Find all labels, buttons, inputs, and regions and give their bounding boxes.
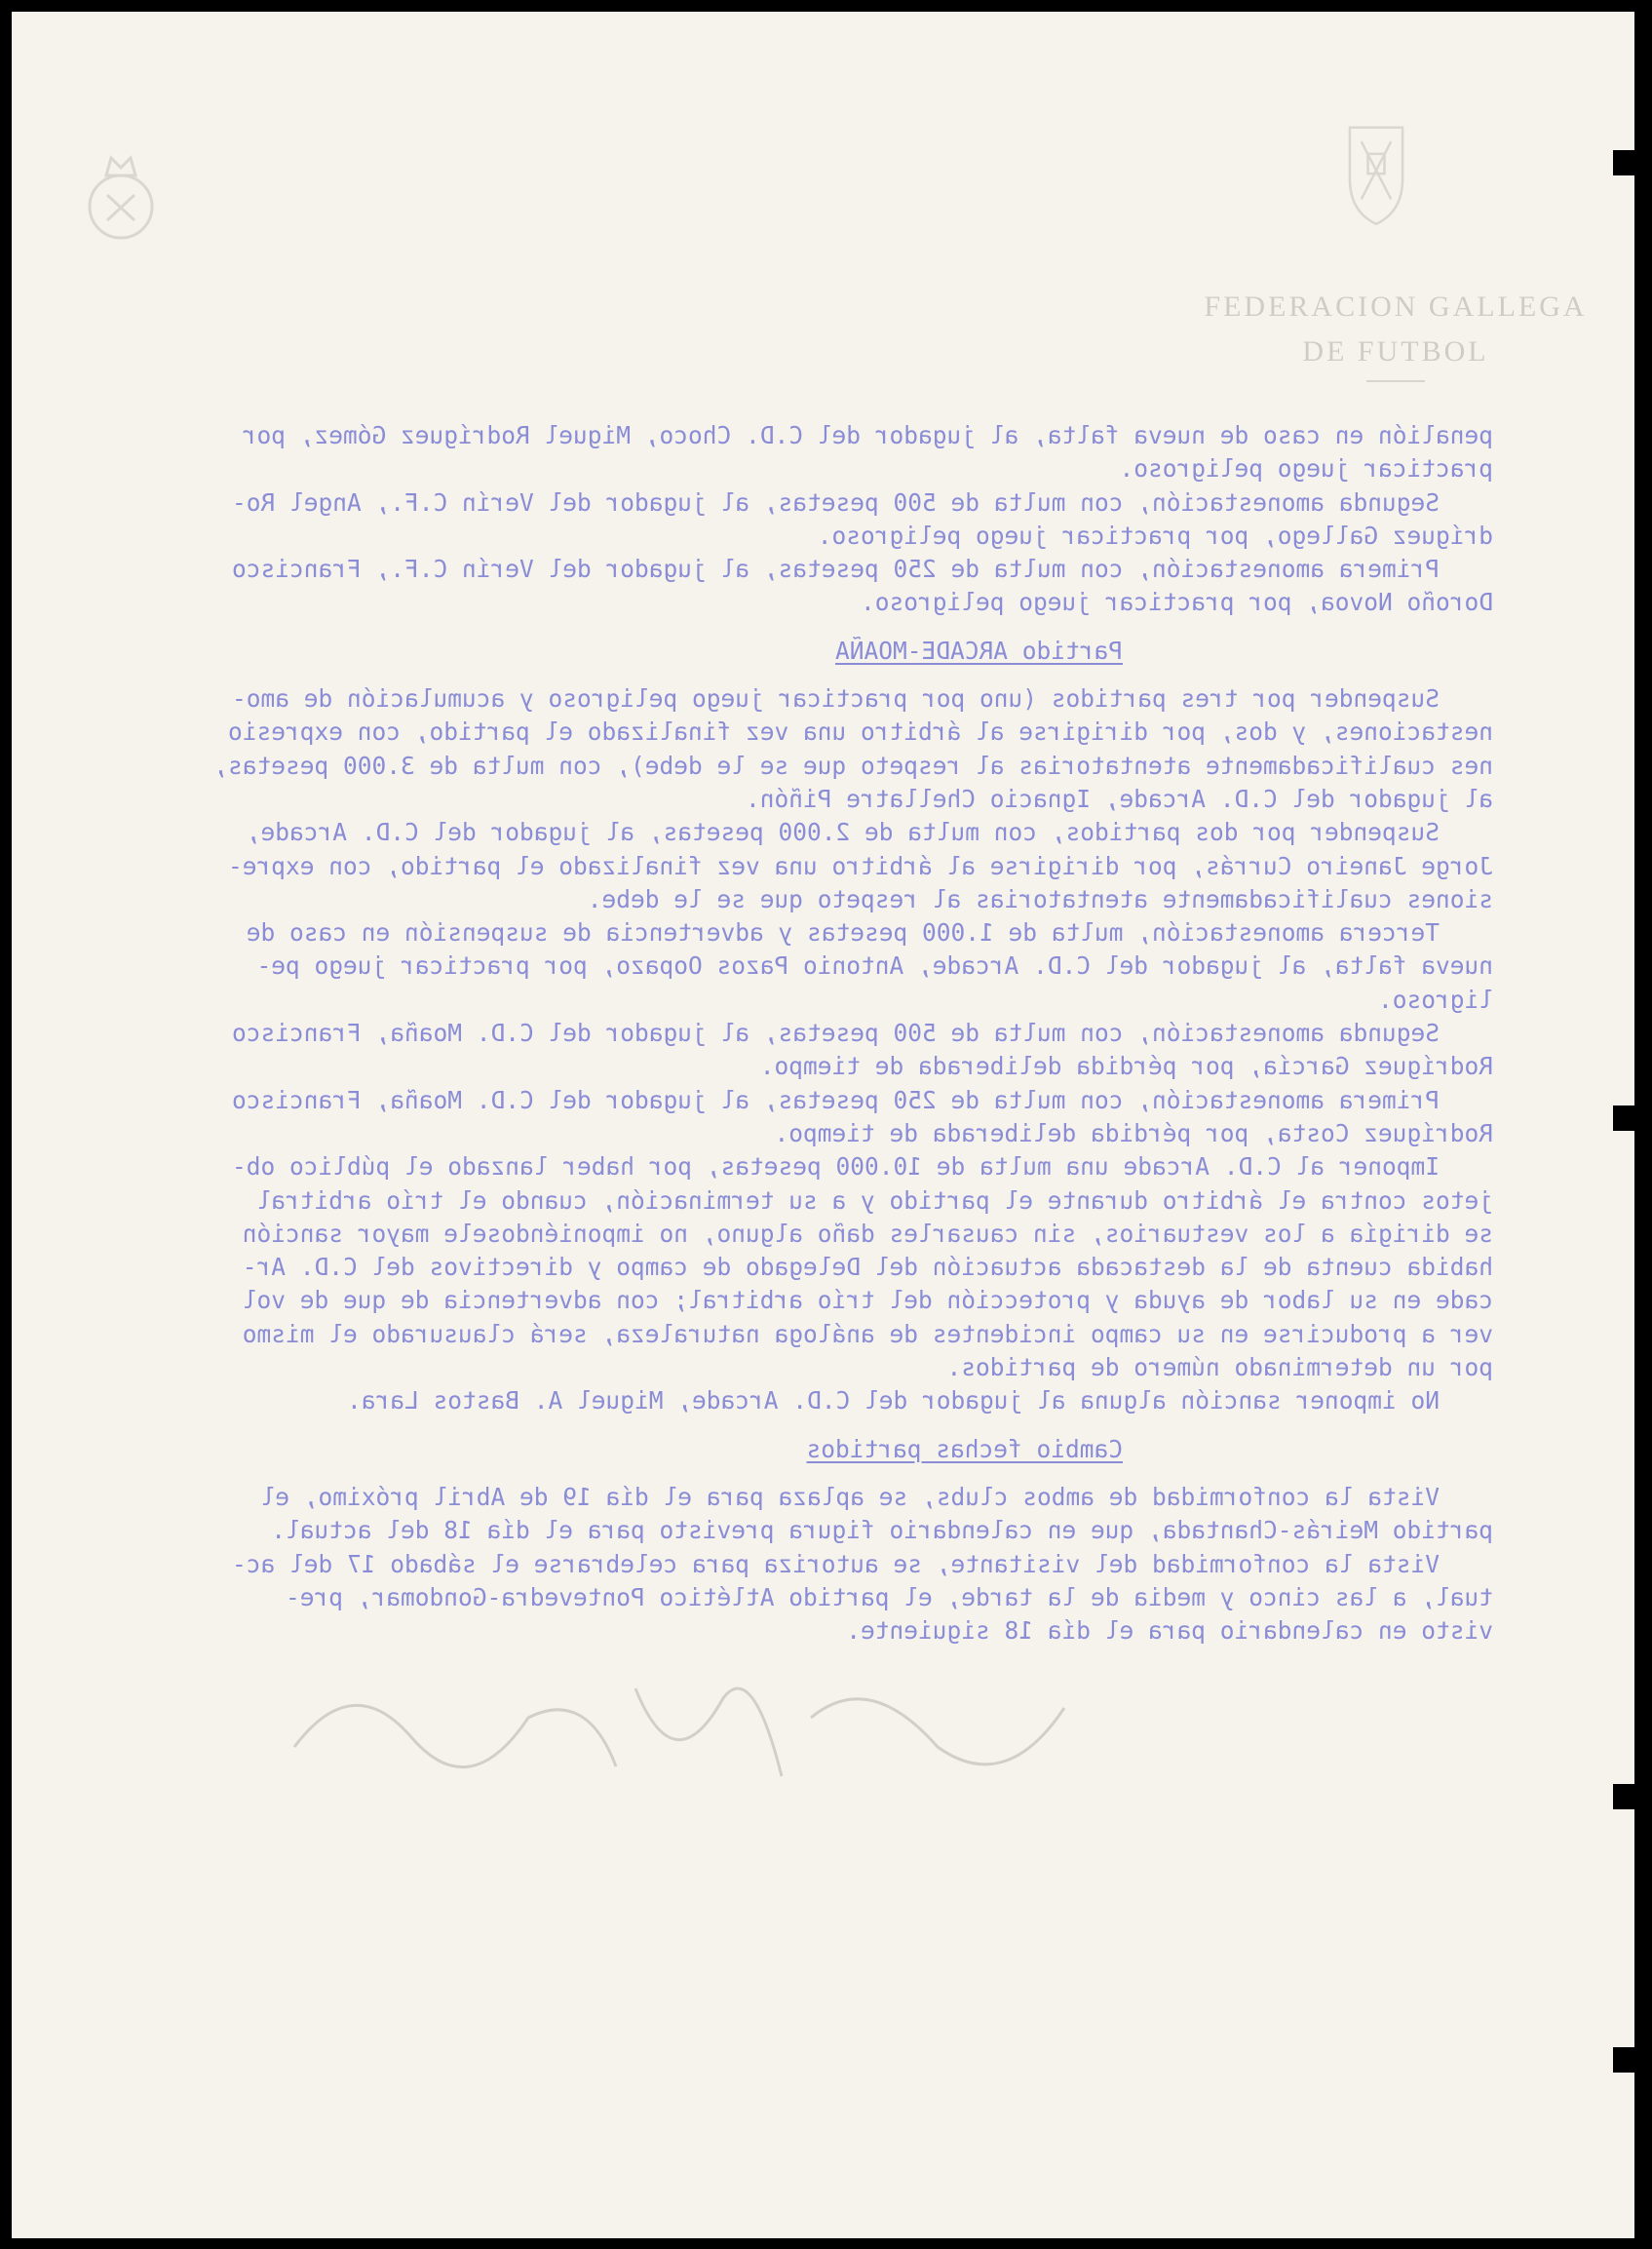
- text-line: penalión en caso de nueva falta, al jugador del C.D. Choco, Miguel Rodríguez Gómez, por: [242, 421, 1493, 449]
- text-line: al jugador del C.D. Arcade, Ignacio Chellatre Piñón.: [745, 784, 1493, 813]
- text-line: [90, 1466, 1493, 1481]
- letterhead-line-1: FEDERACION GALLEGA: [1204, 291, 1588, 323]
- edge-mark: [1613, 1105, 1634, 1131]
- crest-left-icon: [82, 146, 160, 253]
- text-line: Doroño Novoa, por practicar juego peligroso.: [860, 588, 1493, 617]
- text-line: Vista la conformidad del visitante, se autoriza para celebrarse el sábado 17 del ac-: [231, 1549, 1440, 1578]
- text-line: Rodríguez García, por pérdida deliberada de tiempo.: [759, 1052, 1493, 1081]
- text-line: Rodríguez Costa, por pérdida deliberada de tiempo.: [774, 1118, 1493, 1147]
- text-line: partido Meirás-Chantada, que en calendario figura previsto para el día 18 del actual.: [271, 1516, 1493, 1545]
- text-line: ligroso.: [1377, 985, 1493, 1014]
- letterhead: [1191, 285, 1600, 382]
- edge-mark: [1613, 150, 1634, 175]
- text-line: No imponer sanción alguna al jugador del C.D. Arcade, Miguel A. Bastos Lara.: [346, 1386, 1440, 1415]
- text-line: Vista la conformidad de ambos clubs, se aplaza para el día 19 de Abril próximo, el: [260, 1482, 1440, 1511]
- text-line: ver a producirse en su campo incidentes de análoga naturaleza, será clausurado el mismo: [242, 1319, 1493, 1348]
- mirrored-text-block: [90, 419, 1493, 1648]
- text-line: [90, 1418, 1493, 1433]
- text-line: Suspender por dos partidos, con multa de 2.000 pesetas, al jugador del C.D. Arcade,: [246, 818, 1440, 847]
- text-line: Segunda amonestación, con multa de 500 pesetas, al jugador del C.D. Moaña, Francisco: [231, 1019, 1440, 1048]
- text-line: dríguez Gallego, por practicar juego peligroso.: [817, 521, 1493, 550]
- document-page: [12, 12, 1634, 2238]
- section-heading: Partido ARCADE-MOAÑA: [834, 636, 1123, 665]
- text-line: [90, 668, 1493, 682]
- text-line: Primera amonestación, con multa de 250 pesetas, al jugador del C.D. Moaña, Francisco: [231, 1085, 1440, 1114]
- federation-shield-icon: [1337, 121, 1415, 228]
- text-line: Jorge Janeiro Currás, por dirigirse al árbitro una vez finalizado el partido, con expre-: [227, 851, 1493, 880]
- section-heading: Cambio fechas partidos: [806, 1434, 1123, 1463]
- text-line: Segunda amonestación, con multa de 500 pesetas, al jugador del Verín C.F., Angel Ro-: [231, 487, 1440, 517]
- text-line: se dirigía a los vestuarios, sin causarles daño alguno, no imponiéndosele mayor sanción: [242, 1219, 1493, 1248]
- text-line: nestaciones, y dos, por dirigirse al árbitro una vez finalizado el partido, con expresio: [227, 717, 1493, 747]
- text-line: habida cuenta de la destacada actuación del Delegado de campo y directivos del C.D. Ar-: [242, 1253, 1493, 1282]
- text-line: Primera amonestación, con multa de 250 pesetas, al jugador del Verín C.F., Francisco: [231, 555, 1440, 584]
- text-line: tual, a las cinco y media de la tarde, el partido Atlético Pontevedra-Gondomar, pre-: [285, 1582, 1493, 1611]
- text-line: jetos contra el árbitro durante el partido y a su terminación, cuando el trío arbitral: [256, 1185, 1493, 1215]
- text-line: siones cualificadamente atentatorias al respeto que se le debe.: [587, 884, 1493, 913]
- letterhead-rule: [1366, 380, 1425, 382]
- text-line: practicar juego peligroso.: [1119, 454, 1493, 484]
- signature-scribble: [265, 1630, 1142, 1825]
- edge-mark: [1613, 2047, 1634, 2073]
- text-line: [90, 620, 1493, 635]
- text-line: visto en calendario para el día 18 siguiente.: [846, 1616, 1493, 1646]
- text-line: Suspender por tres partidos (uno por practicar juego peligroso y acumulación de amo-: [231, 684, 1440, 714]
- text-line: por un determinado número de partidos.: [946, 1353, 1493, 1382]
- edge-mark: [1613, 1784, 1634, 1809]
- text-line: nes cualificadamente atentatorias al respeto que se le debe), con multa de 3.000 pesetas,: [213, 751, 1493, 780]
- text-line: Imponer al C.D. Arcade una multa de 10.000 pesetas, por haber lanzado el público ob-: [231, 1152, 1440, 1182]
- text-line: nueva falta, al jugador del C.D. Arcade, Antonio Pazos Oopazo, por practicar juego pe-: [256, 951, 1493, 981]
- text-line: cade en su labor de ayuda y protección del trío arbitral; con advertencia de que de vol: [242, 1286, 1493, 1315]
- letterhead-line-2: DE FUTBOL: [1302, 335, 1489, 368]
- text-line: Tercera amonestación, multa de 1.000 pesetas y advertencia de suspensión en caso de: [246, 918, 1440, 948]
